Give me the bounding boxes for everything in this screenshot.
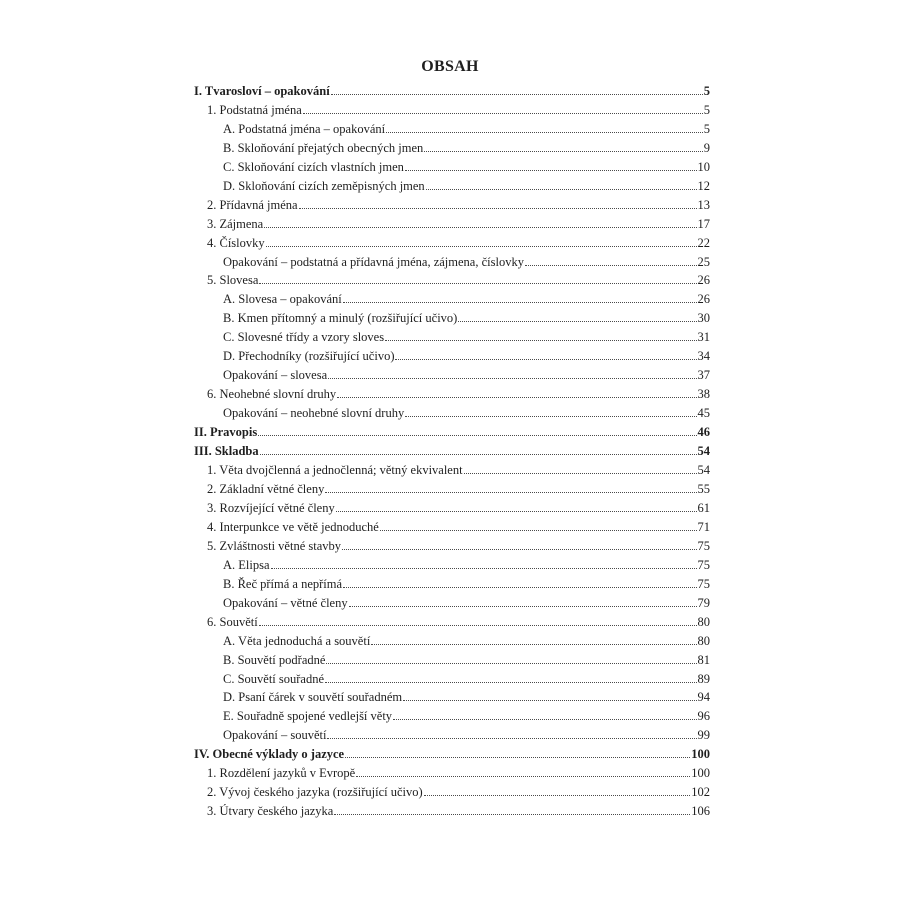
toc-page-number: 94 (697, 690, 710, 705)
toc-subchapter-entry (194, 251, 710, 270)
toc-page-number: 31 (697, 330, 710, 345)
toc-page-number: 26 (697, 273, 710, 288)
toc-chapter-entry (194, 535, 710, 554)
toc-entry-label: B. Řeč přímá a nepřímá (223, 576, 343, 591)
toc-dot-leader (345, 757, 690, 758)
toc-page-number: 102 (691, 785, 710, 800)
toc-entry-label: 1. Podstatná jména (207, 102, 302, 117)
toc-dot-leader (343, 587, 696, 588)
toc-entry-label: C. Slovesné třídy a vzory sloves (223, 330, 385, 345)
toc-chapter-entry (194, 232, 710, 251)
toc-page-number: 30 (697, 311, 710, 326)
toc-dot-leader (259, 625, 697, 626)
toc-page-number: 79 (697, 595, 710, 610)
toc-dot-leader (260, 454, 697, 455)
toc-entry-label: 4. Číslovky (207, 235, 265, 250)
toc-dot-leader (385, 340, 696, 341)
toc-chapter-entry (194, 762, 710, 781)
toc-subchapter-entry (194, 345, 710, 364)
toc-page-number: 81 (697, 652, 710, 667)
toc-dot-leader (386, 132, 703, 133)
toc-dot-leader (328, 378, 696, 379)
toc-entry-label: B. Kmen přítomný a minulý (rozšiřující učivo) (223, 311, 458, 326)
toc-section-entry (194, 421, 710, 440)
toc-chapter-entry (194, 99, 710, 118)
toc-entry-label: B. Skloňování přejatých obecných jmen (223, 140, 424, 155)
toc-dot-leader (464, 473, 697, 474)
toc-entry-label: I. Tvarosloví – opakování (194, 83, 330, 98)
toc-page-number: 38 (697, 387, 710, 402)
toc-entry-label: D. Psaní čárek v souvětí souřadném (223, 690, 403, 705)
toc-entry-label: 6. Souvětí (207, 614, 258, 629)
toc-dot-leader (325, 492, 696, 493)
toc-page-number: 55 (697, 481, 710, 496)
toc-dot-leader (337, 397, 696, 398)
toc-entry-label: E. Souřadně spojené vedlejší věty (223, 709, 393, 724)
toc-entry-label: Opakování – souvětí (223, 728, 327, 743)
toc-chapter-entry (194, 781, 710, 800)
toc-dot-leader (342, 549, 696, 550)
toc-chapter-entry (194, 213, 710, 232)
toc-dot-leader (395, 359, 696, 360)
toc-chapter-entry (194, 194, 710, 213)
toc-page-number: 45 (697, 406, 710, 421)
toc-subchapter-entry (194, 668, 710, 687)
toc-chapter-entry (194, 459, 710, 478)
toc-entry-label: Opakování – slovesa (223, 368, 328, 383)
toc-dot-leader (303, 113, 703, 114)
toc-entry-label: B. Souvětí podřadné (223, 652, 326, 667)
toc-dot-leader (331, 94, 703, 95)
toc-page-number: 89 (697, 671, 710, 686)
toc-page-number: 75 (697, 576, 710, 591)
toc-page-number: 10 (697, 159, 710, 174)
toc-page-number: 25 (697, 254, 710, 269)
toc-page-number: 37 (697, 368, 710, 383)
toc-dot-leader (259, 283, 696, 284)
toc-page-number: 12 (697, 178, 710, 193)
toc-dot-leader (405, 416, 696, 417)
toc-entry-label: 2. Vývoj českého jazyka (rozšiřující učivo) (207, 785, 423, 800)
toc-dot-leader (336, 511, 697, 512)
toc-chapter-entry (194, 383, 710, 402)
toc-chapter-entry (194, 497, 710, 516)
toc-page-number: 5 (703, 121, 710, 136)
toc-dot-leader (424, 151, 702, 152)
toc-entry-label: 5. Slovesa (207, 273, 259, 288)
toc-dot-leader (371, 644, 696, 645)
toc-entry-label: 6. Neohebné slovní druhy (207, 387, 337, 402)
toc-page-number: 9 (703, 140, 710, 155)
toc-dot-leader (349, 606, 697, 607)
toc-section-entry (194, 743, 710, 762)
toc-chapter-entry (194, 611, 710, 630)
toc-subchapter-entry (194, 137, 710, 156)
toc-page-number: 80 (697, 633, 710, 648)
toc-page-number: 75 (697, 557, 710, 572)
toc-entry-label: 4. Interpunkce ve větě jednoduché (207, 519, 379, 534)
toc-page-number: 106 (691, 804, 710, 819)
toc-entry-label: Opakování – neohebné slovní druhy (223, 406, 405, 421)
toc-entry-label: C. Souvětí souřadné (223, 671, 325, 686)
toc-subchapter-entry (194, 364, 710, 383)
toc-subchapter-entry (194, 573, 710, 592)
toc-list (194, 80, 710, 819)
toc-dot-leader (264, 227, 696, 228)
toc-dot-leader (380, 530, 697, 531)
toc-subchapter-entry (194, 118, 710, 137)
toc-dot-leader (334, 814, 690, 815)
toc-dot-leader (356, 776, 690, 777)
toc-subchapter-entry (194, 156, 710, 175)
toc-dot-leader (326, 663, 696, 664)
toc-entry-label: D. Přechodníky (rozšiřující učivo) (223, 349, 395, 364)
toc-entry-label: A. Podstatná jména – opakování (223, 121, 386, 136)
toc-entry-label: D. Skloňování cizích zeměpisných jmen (223, 178, 425, 193)
toc-page-number: 99 (697, 728, 710, 743)
toc-entry-label: 2. Základní větné členy (207, 481, 325, 496)
toc-subchapter-entry (194, 687, 710, 706)
toc-dot-leader (403, 700, 696, 701)
toc-chapter-entry (194, 270, 710, 289)
toc-page-number: 96 (697, 709, 710, 724)
toc-page-number: 54 (697, 444, 710, 459)
toc-subchapter-entry (194, 649, 710, 668)
toc-page-number: 5 (703, 102, 710, 117)
toc-entry-label: 2. Přídavná jména (207, 197, 298, 212)
toc-chapter-entry (194, 800, 710, 819)
toc-subchapter-entry (194, 307, 710, 326)
toc-page-number: 100 (691, 766, 710, 781)
toc-entry-label: III. Skladba (194, 444, 259, 459)
toc-subchapter-entry (194, 554, 710, 573)
toc-dot-leader (271, 568, 697, 569)
toc-subchapter-entry (194, 705, 710, 724)
toc-dot-leader (299, 208, 697, 209)
toc-page-number: 5 (703, 83, 710, 98)
toc-entry-label: A. Elipsa (223, 557, 270, 572)
toc-page-number: 80 (697, 614, 710, 629)
toc-dot-leader (325, 682, 696, 683)
toc-entry-label: 5. Zvláštnosti větné stavby (207, 538, 342, 553)
toc-subchapter-entry (194, 724, 710, 743)
toc-page-number: 71 (697, 519, 710, 534)
toc-page-number: 54 (697, 463, 710, 478)
toc-entry-label: Opakování – větné členy (223, 595, 348, 610)
toc-dot-leader (258, 435, 696, 436)
toc-page-number: 46 (697, 425, 710, 440)
toc-entry-label: 3. Útvary českého jazyka (207, 804, 334, 819)
toc-page-number: 75 (697, 538, 710, 553)
page-title: OBSAH (421, 58, 479, 75)
toc-entry-label: A. Slovesa – opakování (223, 292, 342, 307)
toc-subchapter-entry (194, 402, 710, 421)
toc-page-number: 22 (697, 235, 710, 250)
toc-dot-leader (393, 719, 696, 720)
toc-entry-label: 3. Rozvíjející větné členy (207, 500, 335, 515)
toc-entry-label: Opakování – podstatná a přídavná jména, zájmena, číslovky (223, 254, 524, 269)
toc-entry-label: 1. Rozdělení jazyků v Evropě (207, 766, 356, 781)
toc-subchapter-entry (194, 592, 710, 611)
toc-page-number: 26 (697, 292, 710, 307)
toc-entry-label: A. Věta jednoduchá a souvětí (223, 633, 371, 648)
toc-dot-leader (424, 795, 691, 796)
toc-subchapter-entry (194, 326, 710, 345)
toc-dot-leader (405, 170, 697, 171)
toc-dot-leader (458, 321, 696, 322)
toc-page-number: 17 (697, 216, 710, 231)
toc-entry-label: 1. Věta dvojčlenná a jednočlenná; větný ekvivalent (207, 463, 463, 478)
toc-chapter-entry (194, 516, 710, 535)
toc-entry-label: C. Skloňování cizích vlastních jmen (223, 159, 404, 174)
toc-section-entry (194, 440, 710, 459)
toc-dot-leader (343, 302, 697, 303)
toc-dot-leader (327, 738, 696, 739)
toc-entry-label: IV. Obecné výklady o jazyce (194, 747, 345, 762)
toc-section-entry (194, 80, 710, 99)
toc-subchapter-entry (194, 288, 710, 307)
toc-dot-leader (525, 265, 697, 266)
toc-chapter-entry (194, 478, 710, 497)
toc-subchapter-entry (194, 630, 710, 649)
toc-page-number: 13 (697, 197, 710, 212)
toc-subchapter-entry (194, 175, 710, 194)
toc-entry-label: 3. Zájmena (207, 216, 264, 231)
toc-page-number: 100 (691, 747, 710, 762)
toc-page-number: 61 (697, 500, 710, 515)
toc-dot-leader (266, 246, 697, 247)
toc-entry-label: II. Pravopis (194, 425, 258, 440)
toc-dot-leader (426, 189, 697, 190)
toc-page-number: 34 (697, 349, 710, 364)
